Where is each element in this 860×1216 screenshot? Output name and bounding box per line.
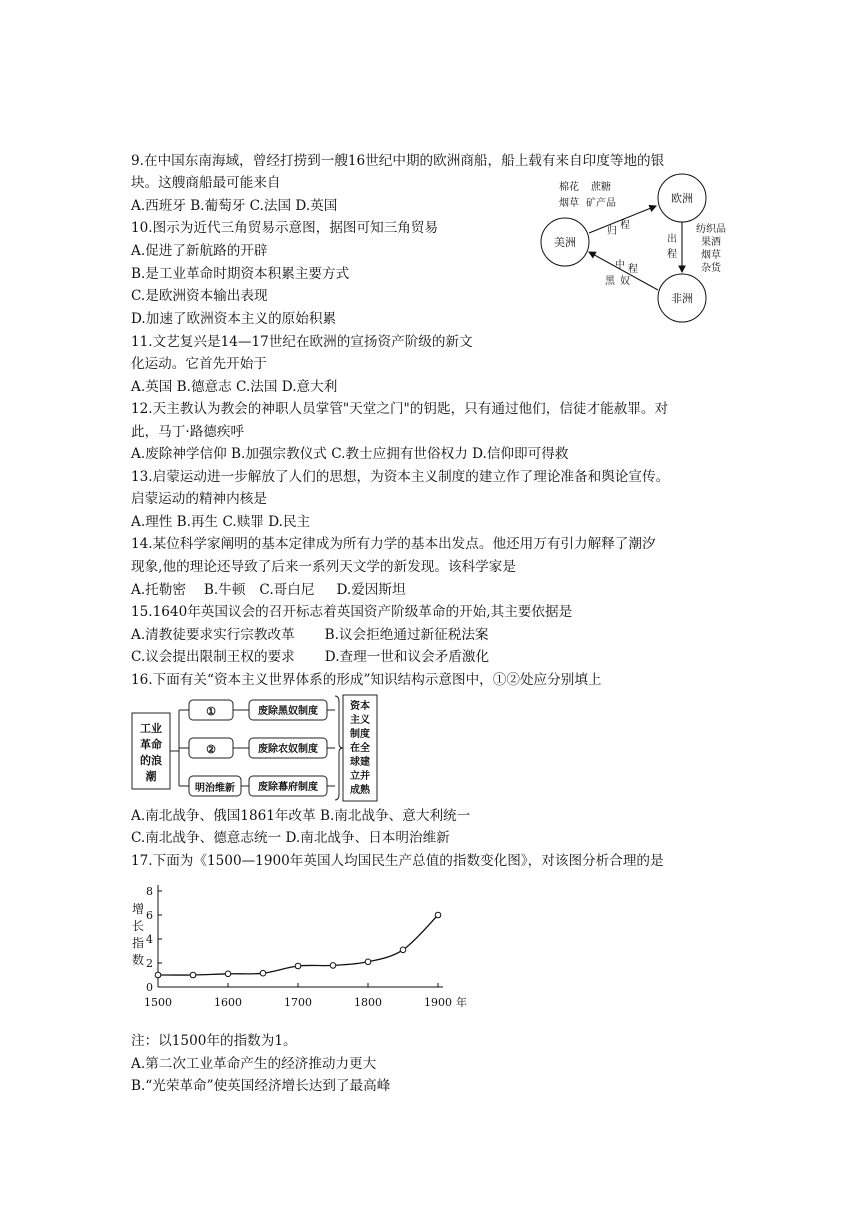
q16-options-cd: C.南北战争、德意志统一 D.南北战争、日本明治维新 xyxy=(131,830,450,846)
q15-option-d: D.查理一世和议会矛盾激化 xyxy=(324,649,490,665)
svg-text:资本: 资本 xyxy=(350,701,370,712)
svg-text:烟草: 烟草 xyxy=(701,250,721,261)
q13-stem-line2: 启蒙运动的精神内核是 xyxy=(131,491,267,507)
y-tick-label: 4 xyxy=(146,933,153,946)
svg-text:程: 程 xyxy=(667,249,677,260)
x-tick-label: 1800 xyxy=(354,996,382,1009)
svg-text:矿产品: 矿产品 xyxy=(586,198,616,209)
data-point xyxy=(330,963,336,969)
y-label-char: 指 xyxy=(131,936,145,950)
slot2-label: ② xyxy=(206,743,216,756)
triangle-trade-diagram xyxy=(535,170,735,330)
q10-option-a: A.促进了新航路的开辟 xyxy=(131,243,268,259)
data-point xyxy=(260,970,266,976)
svg-text:奴: 奴 xyxy=(620,276,630,287)
q17-note: 注：以1500年的指数为1。 xyxy=(131,1033,297,1049)
svg-text:黑: 黑 xyxy=(605,276,615,287)
q12-stem-line2: 此，马丁·路德疾呼 xyxy=(131,424,245,440)
y-label-char: 长 xyxy=(131,919,145,933)
svg-text:纺织品: 纺织品 xyxy=(696,224,726,235)
svg-text:蔗糖: 蔗糖 xyxy=(591,182,611,193)
q12-options: A.废除神学信仰 B.加强宗教仪式 C.教士应拥有世俗权力 D.信仰即可得救 xyxy=(131,446,569,462)
africa-label: 非洲 xyxy=(671,292,693,305)
svg-text:杂货: 杂货 xyxy=(701,263,721,274)
svg-text:程: 程 xyxy=(620,220,630,231)
q17-stem: 17.下面为《1500—1900年英国人均国民生产总值的指数变化图》，对该图分析合理的是 xyxy=(131,853,664,869)
svg-text:废除农奴制度: 废除农奴制度 xyxy=(258,744,318,755)
data-point xyxy=(365,959,371,965)
svg-text:潮: 潮 xyxy=(145,770,157,783)
svg-text:中: 中 xyxy=(615,260,625,271)
q15-option-a: A.清教徒要求实行宗教改革 xyxy=(131,627,295,643)
y-tick-label: 8 xyxy=(146,885,153,898)
q10-stem: 10.图示为近代三角贸易示意图，据图可知三角贸易 xyxy=(131,220,439,236)
q15-options-cd xyxy=(131,647,489,667)
svg-text:归: 归 xyxy=(607,226,617,237)
q11-stem-line1: 11.文艺复兴是14—17世纪在欧洲的宣扬资产阶级的新文 xyxy=(131,334,473,350)
y-tick-label: 0 xyxy=(146,981,153,994)
data-point xyxy=(225,971,231,977)
data-point xyxy=(435,912,441,918)
america-label: 美洲 xyxy=(554,236,576,249)
q14-option-d: D.爱因斯坦 xyxy=(336,582,406,598)
q14-option-a: A.托勒密 xyxy=(131,582,186,598)
svg-text:立并: 立并 xyxy=(350,771,370,782)
x-unit-label: 年 xyxy=(456,996,467,1009)
data-point xyxy=(155,972,161,978)
x-tick-label: 1600 xyxy=(214,996,242,1009)
q10-option-b: B.是工业革命时期资本积累主要方式 xyxy=(131,266,350,282)
q14-stem-line1: 14.某位科学家阐明的基本定律成为所有力学的基本出发点。他还用万有引力解释了潮汐 xyxy=(131,536,656,552)
q13-options: A.理性 B.再生 C.赎罪 D.民主 xyxy=(131,514,311,530)
svg-text:出: 出 xyxy=(667,234,677,245)
y-label-char: 数 xyxy=(131,953,145,967)
q10-option-c: C.是欧洲资本输出表现 xyxy=(131,288,268,304)
slot1-label: ① xyxy=(206,705,216,718)
q14-stem-line2: 现象,他的理论还导致了后来一系列天文学的新发现。该科学家是 xyxy=(131,559,516,575)
europe-label: 欧洲 xyxy=(671,192,693,205)
q11-options: A.英国 B.德意志 C.法国 D.意大利 xyxy=(131,379,338,395)
q15-options-ab xyxy=(131,625,489,645)
svg-text:的浪: 的浪 xyxy=(140,754,162,767)
q10-option-d: D.加速了欧洲资本主义的原始积累 xyxy=(131,311,337,327)
svg-text:烟草: 烟草 xyxy=(559,198,579,209)
y-tick-label: 6 xyxy=(146,909,153,922)
capitalism-structure-diagram xyxy=(131,694,381,802)
data-point xyxy=(400,947,406,953)
q9-stem-line2: 块。这艘商船最可能来自 xyxy=(131,175,281,191)
q17-option-b: B.“光荣革命”使英国经济增长达到了最高峰 xyxy=(131,1078,391,1094)
q14-options xyxy=(131,580,406,600)
meiji-label: 明治维新 xyxy=(195,783,235,794)
svg-text:废除幕府制度: 废除幕府制度 xyxy=(258,782,318,793)
q12-stem-line1: 12.天主教认为教会的神职人员掌管"天堂之门"的钥匙，只有通过他们，信徒才能赦罪。对 xyxy=(131,401,669,417)
y-label-char: 增 xyxy=(131,902,145,916)
q15-option-b: B.议会拒绝通过新征税法案 xyxy=(324,627,489,643)
svg-text:在全: 在全 xyxy=(350,743,370,754)
svg-text:果酒: 果酒 xyxy=(701,237,721,248)
svg-text:棉花: 棉花 xyxy=(559,182,579,193)
q9-stem-line1: 9.在中国东南海域，曾经打捞到一艘16世纪中期的欧洲商船，船上载有来自印度等地的银 xyxy=(131,153,665,169)
data-point xyxy=(190,972,196,978)
svg-text:主义: 主义 xyxy=(350,715,370,726)
gnp-index-chart xyxy=(125,880,475,1020)
x-tick-label: 1700 xyxy=(284,996,312,1009)
q9-options: A.西班牙 B.葡萄牙 C.法国 D.英国 xyxy=(131,198,338,214)
q15-option-c: C.议会提出限制王权的要求 xyxy=(131,649,295,665)
q11-stem-line2: 化运动。它首先开始于 xyxy=(131,356,267,372)
q16-stem: 16.下面有关“资本主义世界体系的形成”知识结构示意图中，①②处应分别填上 xyxy=(131,672,602,688)
data-point xyxy=(295,963,301,969)
y-tick-label: 2 xyxy=(146,957,153,970)
svg-text:革命: 革命 xyxy=(140,738,162,751)
svg-text:球建: 球建 xyxy=(350,757,370,768)
svg-text:制度: 制度 xyxy=(350,729,370,740)
q14-option-c: C.哥白尼 xyxy=(259,582,315,598)
svg-text:废除黑奴制度: 废除黑奴制度 xyxy=(258,706,318,717)
svg-text:成熟: 成熟 xyxy=(350,785,370,796)
q15-stem: 15.1640年英国议会的召开标志着英国资产阶级革命的开始,其主要依据是 xyxy=(131,604,573,620)
q14-option-b: B.牛顿 xyxy=(203,582,246,598)
svg-text:工业: 工业 xyxy=(140,722,162,735)
q17-option-a: A.第二次工业革命产生的经济推动力更大 xyxy=(131,1056,377,1072)
x-tick-label: 1500 xyxy=(144,996,172,1009)
x-tick-label: 1900 xyxy=(424,996,452,1009)
svg-text:程: 程 xyxy=(628,264,638,275)
q13-stem-line1: 13.启蒙运动进一步解放了人们的思想，为资本主义制度的建立作了理论准备和舆论宣传。 xyxy=(131,469,670,485)
q16-options-ab: A.南北战争、俄国1861年改革 B.南北战争、意大利统一 xyxy=(131,808,471,824)
